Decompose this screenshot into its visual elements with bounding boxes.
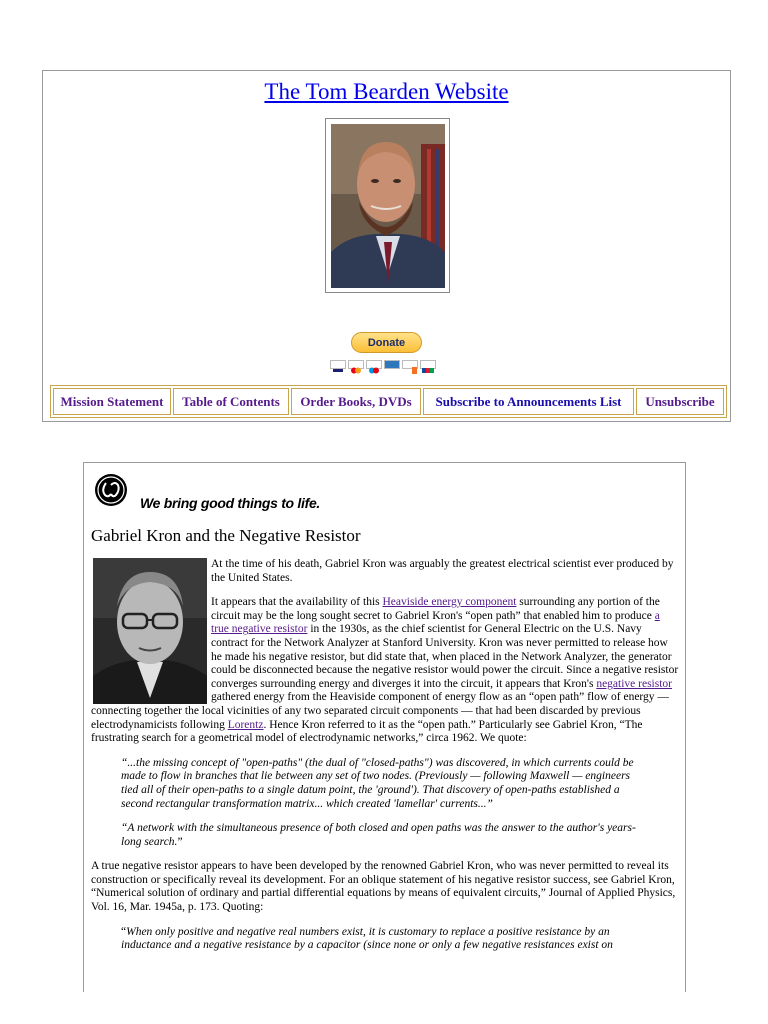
nav-unsubscribe[interactable]: Unsubscribe [636,388,724,415]
visa-card-icon [330,360,346,369]
donate-button[interactable]: Donate [351,332,422,353]
negative-resistor-link-2[interactable]: negative resistor [596,677,672,690]
site-title-link[interactable]: The Tom Bearden Website [264,79,509,104]
heaviside-link[interactable]: Heaviside energy component [382,596,517,609]
ge-slogan: We bring good things to life. [140,495,321,511]
text-span: in the 1930s, as the chief scientist for General Electric on the U.S. Navy contract for the Network Analyzer at Stanford University. Kron was never permitted to release how he made his negative resistor, but did state that, when placed in the Network Analyzer, the generator could be disconnected because the negative resistor would power the circuit. Since a negative resistor converges surrounding energy and diverges it into the circuit, it appears that Kron's [211,623,679,690]
quote-network [121,822,646,849]
lorentz-link[interactable]: Lorentz [227,718,264,731]
nav-subscribe[interactable]: Subscribe to Announcements List [423,388,634,415]
nav-bar [50,385,727,418]
text-span: It appears that the availability of this [211,596,383,609]
maestro-icon [366,360,382,369]
mastercard-icon [348,360,364,369]
discover-icon [402,360,418,369]
text-span: surrounding any portion of the circuit may be the long sought secret to Gabriel Kron's “open path” that enabled him to produce [211,596,660,622]
negative-resistor-link[interactable]: a true negative resistor [211,609,660,636]
payment-cards [330,360,436,369]
text-span: . Hence Kron referred to it as the “open path.” Particularly see Gabriel Kron, “The frustrating search for a geometrical model of electrodynamic networks,” circa 1962. We quote: [91,718,643,745]
site-header [42,70,731,422]
text-span: ” [177,835,183,848]
text-span: “A network with the simultaneous presence of both closed and open paths was the answer to the author's years-long search. [121,822,636,848]
jcb-icon [420,360,436,369]
article [83,462,686,992]
text-span: “ [121,925,127,938]
nav-table-of-contents[interactable]: Table of Contents [173,388,289,415]
bearden-photo [331,124,445,288]
text-span: gathered energy from the Heaviside component of energy flow as an “open path” flow of energy — connecting together the local vicinities of any two separated circuit components — that had been discarded by previous electrodynamicists following [91,691,669,731]
article-title: Gabriel Kron and the Negative Resistor [91,526,361,545]
paragraph-true-negative-resistor: A true negative resistor appears to have been developed by the renowned Gabriel Kron, who was never permitted to reveal its construction or specifically reveal its development. For an oblique statement of his negative resistor success, see Gabriel Kron, “Numerical solution of ordinary and partial differential equations by means of equivalent circuits,” Journal of Applied Physics, Vol. 16, Mar. 1945a, p. 173. Quoting: [91,860,676,914]
amex-icon [384,360,400,369]
nav-order-books[interactable]: Order Books, DVDs [291,388,421,415]
quote-open-paths: “...the missing concept of "open-paths" (the dual of "closed-paths") was discovered, in which currents could be made to flow in branches that lie between any set of two nodes. (Previously — following Maxwell — engineers tied all of their open-paths to a single datum point, the 'ground'). That discovery of open-paths established a second rectangular transformation matrix... which created 'lamellar' currents...” [121,756,634,810]
nav-mission-statement[interactable]: Mission Statement [53,388,171,415]
article-body [91,558,679,964]
bearden-portrait [325,118,450,293]
text-span: When only positive and negative real numbers exist, it is customary to replace a positive resistance by an inductance and a negative resistance by a capacitor (since none or only a few negative resistances exist on [121,925,613,952]
ge-logo-icon [94,473,128,507]
paragraph-intro: At the time of his death, Gabriel Kron was arguably the greatest electrical scientist ever produced by the United States. [211,558,674,584]
quote-positive-negative [121,926,646,953]
